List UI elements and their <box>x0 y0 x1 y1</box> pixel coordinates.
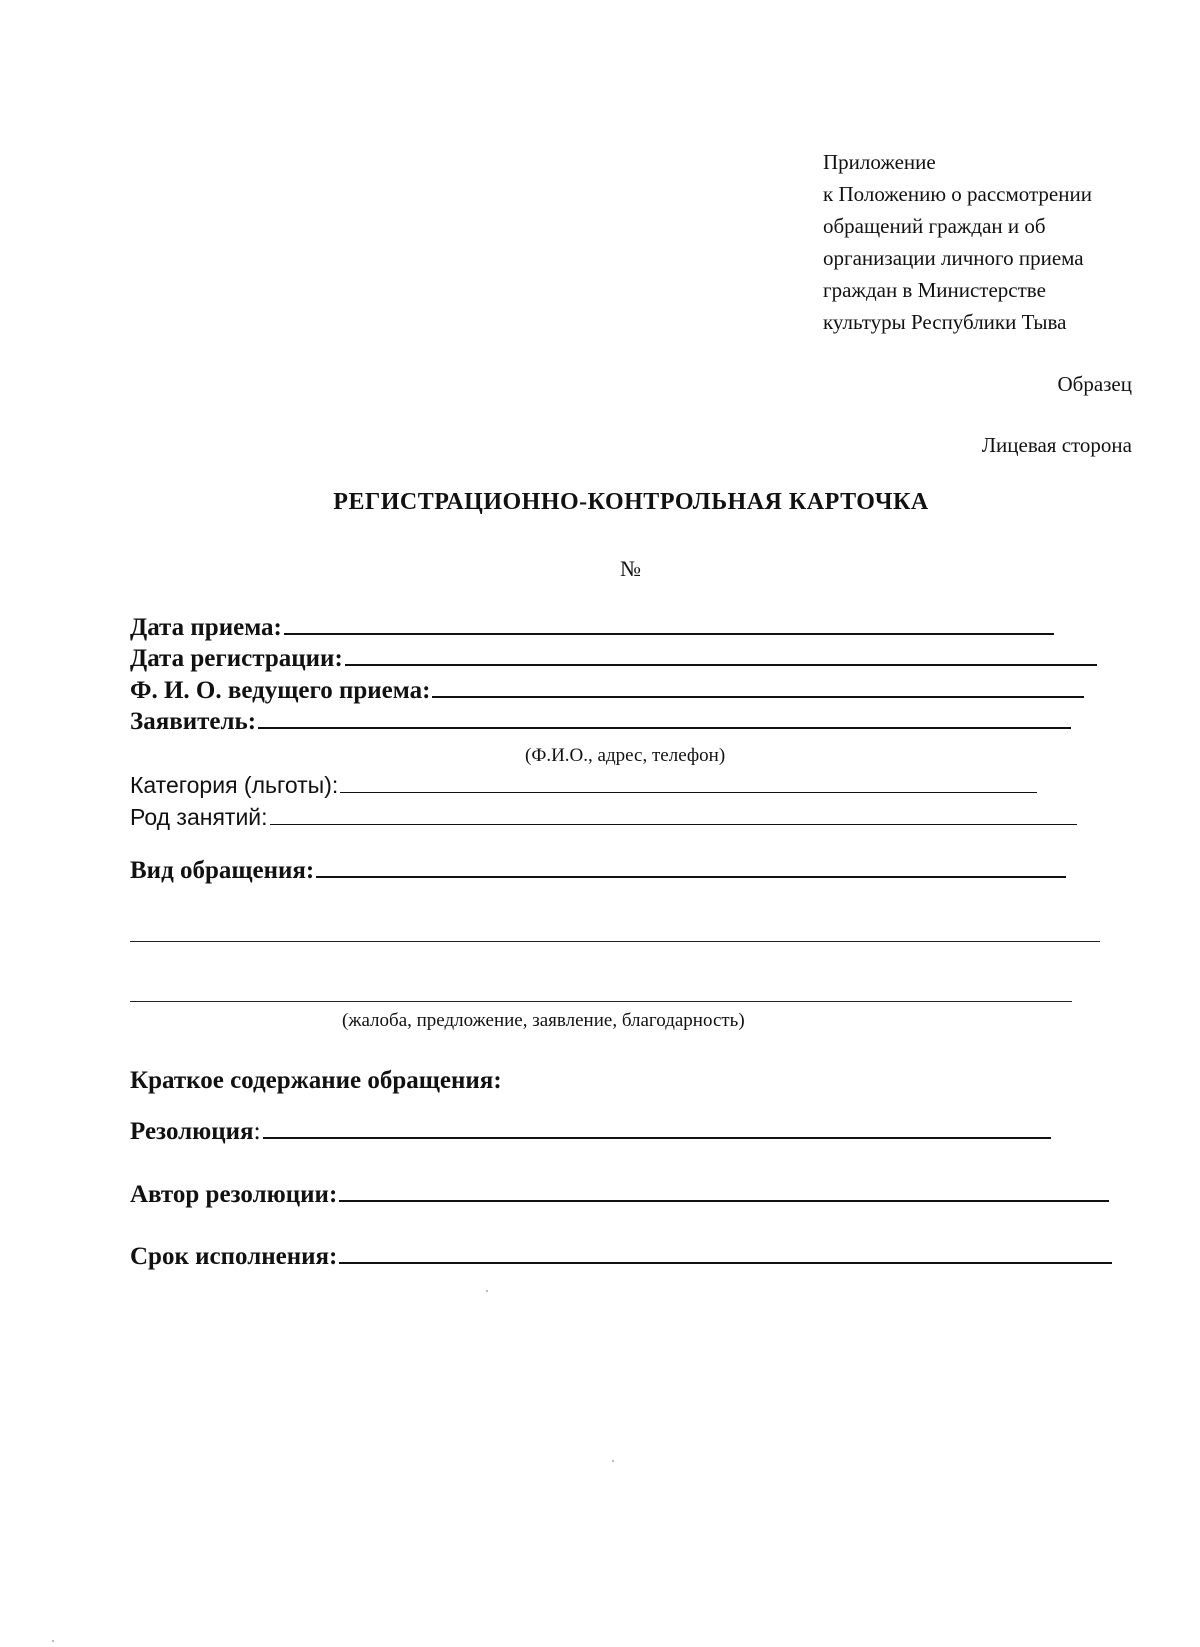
reception-date-field <box>130 614 1054 642</box>
applicant-line[interactable] <box>258 727 1071 729</box>
appendix-line: Приложение <box>823 150 936 174</box>
appeal-type-extra-line-2[interactable] <box>130 1001 1072 1002</box>
resolution-line[interactable] <box>263 1137 1051 1139</box>
resolution-author-line[interactable] <box>339 1200 1109 1202</box>
appeal-type-line[interactable] <box>316 876 1066 878</box>
summary-heading: Краткое содержание обращения: <box>130 1067 502 1094</box>
appendix-line: граждан в Министерстве <box>823 278 1046 302</box>
document-title: РЕГИСТРАЦИОННО-КОНТРОЛЬНАЯ КАРТОЧКА <box>333 489 929 515</box>
applicant-field <box>130 708 1071 736</box>
occupation-line[interactable] <box>270 824 1077 825</box>
host-name-field <box>130 677 1084 705</box>
deadline-line[interactable] <box>339 1262 1112 1264</box>
deadline-field <box>130 1243 1112 1271</box>
resolution-label-group <box>130 1118 261 1146</box>
scan-speck <box>486 1290 488 1292</box>
appeal-type-extra-line-1[interactable] <box>130 941 1100 942</box>
appendix-note <box>823 146 1183 338</box>
appendix-line: к Положению о рассмотрении <box>823 182 1092 206</box>
resolution-author-field <box>130 1181 1109 1209</box>
appeal-type-label: Вид обращения: <box>130 857 315 884</box>
category-label: Категория (льготы): <box>130 772 339 798</box>
category-line[interactable] <box>340 792 1037 793</box>
appendix-line: культуры Республики Тыва <box>823 310 1067 334</box>
host-name-label: Ф. И. О. ведущего приема: <box>130 677 431 704</box>
deadline-label: Срок исполнения: <box>130 1243 338 1270</box>
scan-speck <box>612 1460 614 1462</box>
appendix-line: обращений граждан и об <box>823 214 1046 238</box>
registration-date-line[interactable] <box>345 664 1097 666</box>
applicant-hint: (Ф.И.О., адрес, телефон) <box>525 745 726 766</box>
reception-date-line[interactable] <box>284 633 1054 635</box>
sample-label: Образец <box>1057 372 1132 396</box>
category-field <box>130 772 1037 799</box>
resolution-author-label: Автор резолюции: <box>130 1181 338 1208</box>
registration-date-label: Дата регистрации: <box>130 645 343 672</box>
appendix-line: организации личного приема <box>823 246 1084 270</box>
appeal-type-field <box>130 857 1066 885</box>
side-label: Лицевая сторона <box>981 433 1132 457</box>
occupation-label: Род занятий: <box>130 804 268 830</box>
registration-date-field <box>130 645 1097 673</box>
occupation-field <box>130 804 1077 831</box>
resolution-field <box>130 1118 1051 1146</box>
host-name-line[interactable] <box>432 696 1084 698</box>
scan-speck <box>52 1640 54 1642</box>
resolution-colon: : <box>253 1118 261 1145</box>
applicant-label: Заявитель: <box>130 708 257 735</box>
resolution-label: Резолюция <box>130 1118 254 1145</box>
card-number-sign: № <box>620 556 641 581</box>
appeal-type-hint: (жалоба, предложение, заявление, благодарность) <box>342 1010 745 1031</box>
reception-date-label: Дата приема: <box>130 614 282 641</box>
